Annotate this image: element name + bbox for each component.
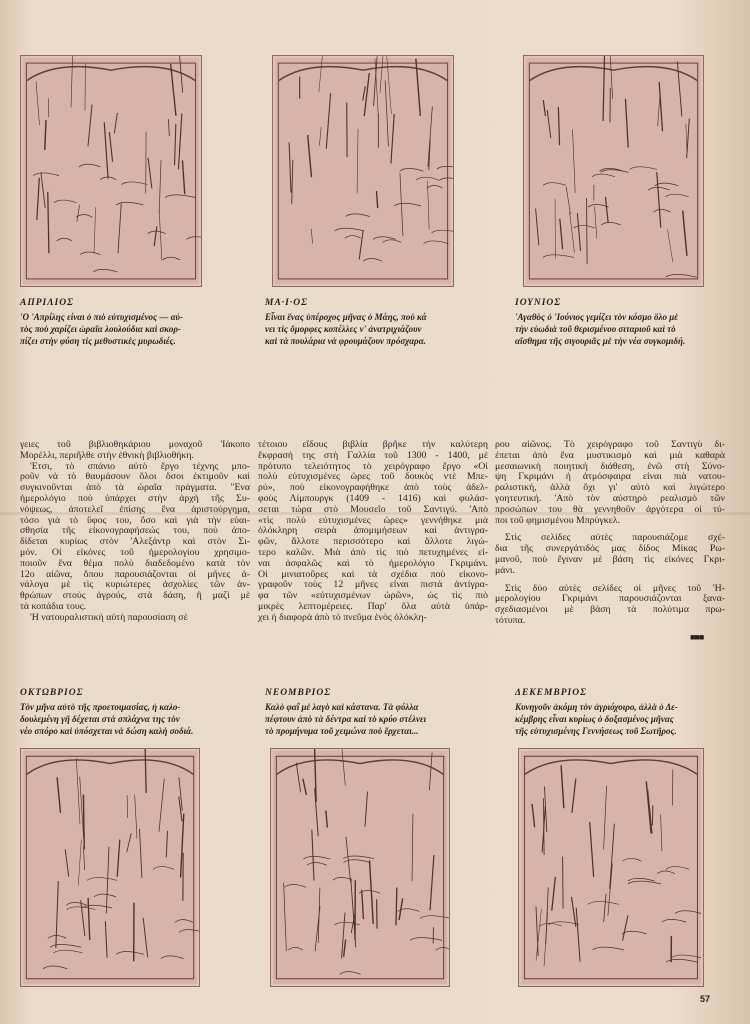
paragraph-gap xyxy=(495,526,725,533)
caption-line: πέφτουν ἀπὸ τὰ δέντρα καὶ τὸ κρύο στέλνει xyxy=(265,714,427,724)
body-text-line: ροῦν νὰ τὸ θαυμάσουν ὅλοι ὅσοι ἐκτιμοῦν καὶ xyxy=(20,472,250,483)
body-text-line: θρώπων στοὺς ἀγρούς, στὰ δάση, ἢ μαζὶ μὲ xyxy=(20,591,250,602)
body-text-line: μικρὲς λεπτομέρειες. Παρ' ὅλα αὐτὰ ὑπάρ- xyxy=(258,601,488,612)
body-text-line: φῶν, ἄλλοτε περισσότερο καὶ ἄλλοτε λιγώ- xyxy=(258,537,488,548)
caption-line: Καλὸ φαΐ μὲ λαγὸ καὶ κάστανα. Τὰ φύλλα xyxy=(265,702,419,712)
caption-october xyxy=(20,688,245,737)
body-text-line: πρότυπο τελειότητος τὸ χειρόγραφο ἔργο «Οἱ xyxy=(258,461,488,472)
illustration-october xyxy=(20,748,200,987)
body-text-line: μερολογίου Γκριμάνι παρουσιάζονται ξανα- xyxy=(495,594,725,605)
illustration-december xyxy=(518,748,704,987)
caption-line: τὸ προμήνυμα τοῦ χειμώνα ποὺ ἔρχεται... xyxy=(265,726,419,736)
body-text-line: ὁλόκληρη σειρὰ ἀπομιμήσεων καὶ ἀντιγρα- xyxy=(258,526,488,537)
caption-line: Τὸν μῆνα αὐτὸ τῆς προετοιμασίας, ἡ καλο- xyxy=(20,702,181,712)
body-text-line: ρύ», ποὺ εἰκονογραφήθηκε ἀπὸ τοὺς ἀδελ- xyxy=(258,483,488,494)
caption-title: ΔΕΚΕΜΒΡΙΟΣ xyxy=(515,688,587,698)
paragraph-gap xyxy=(495,577,725,584)
sketch-drawing xyxy=(524,56,703,286)
caption-line: τὴν εὐωδιὰ τοῦ θερισμένου σιταριοῦ καὶ τὸ xyxy=(515,324,676,334)
caption-november xyxy=(265,688,490,737)
body-text-line: Στὶς σελίδες αὐτὲς παρουσιάζομε σχέ- xyxy=(505,533,725,544)
body-column-3 xyxy=(495,440,725,627)
caption-line: πίζει στὴν φύση τὶς μεθυστικὲς μυρωδιές. xyxy=(20,336,176,346)
body-text-line: μεσαιωνικὴ ποιητικὴ διάθεση, ἐνῶ στὴ Σύνο- xyxy=(495,461,725,472)
body-text-line: τερο καλῶν. Μιὰ ἀπὸ τὶς πιὸ πετυχημένες εἶ- xyxy=(258,547,488,558)
caption-title: ΑΠΡΙΛΙΟΣ xyxy=(20,298,75,308)
caption-line: 'Αγαθὸς ὁ 'Ιούνιος γεμίζει τὸν κόσμο ὅλο μὲ xyxy=(515,312,678,322)
caption-line: κέμβρης εἶναι κυρίως ὁ δοξασμένος μῆνας xyxy=(515,714,674,724)
caption-title: ΜΑ·Ι·ΟΣ xyxy=(265,298,308,308)
body-text-line: μόν. Οἱ εἰκόνες τοῦ ἡμερολογίου χρησιμο- xyxy=(20,547,250,558)
body-text-line: Οἱ μινιατοῦρες καὶ τὰ σχέδια ποὺ εἰκονο- xyxy=(258,569,488,580)
caption-line: 'Ο 'Απρίλης είναι ὁ πιὸ εὐτυχισμένος — αὐ- xyxy=(20,312,183,322)
illustration-june xyxy=(523,55,704,287)
body-text-line: δια τῆς συνεργάτιδός μας δίδος Μίκας Ρω- xyxy=(495,544,725,555)
body-text-line: ναι ἀσφαλῶς καὶ τὸ ἡμερολόγιο Γκριμάνι. xyxy=(258,558,488,569)
body-text-line: δίδεται κυρίως στὸν 'Αλεξάντρ καὶ στὸν Σι- xyxy=(20,537,250,548)
body-text-line: χει ἡ διαφορὰ ἀπὸ τὸ πνεῦμα ἑνὸς ὁλόκλη- xyxy=(258,612,427,623)
caption-line: νέο σπόρο καὶ ὑπόσχεται νὰ δώση καλὴ σοδιά. xyxy=(20,726,194,736)
caption-june xyxy=(515,298,740,347)
body-text-line: φοὺς Λίμπουργκ (1409 - 1416) καὶ φυλάσ- xyxy=(258,493,488,504)
body-text-line: σχεδιασμένοι μὲ βάση τὰ πολύτιμα πρω- xyxy=(495,605,725,616)
body-text-line: Μορέλλι, περιῆλθε στὴν ἐθνικὴ βιβλιοθήκη. xyxy=(20,450,194,461)
body-text-line: ἡμερολόγιο ποὺ ὑπάρχει στὴν ἀρχὴ τῆς Συ- xyxy=(20,493,250,504)
body-text-line: γειες τοῦ βιβλιοθηκάριου μοναχοῦ 'Ιάκοπο xyxy=(20,440,250,450)
caption-title: ΙΟΥΝΙΟΣ xyxy=(515,298,562,308)
caption-may xyxy=(265,298,490,347)
sketch-drawing xyxy=(21,749,199,986)
sketch-drawing xyxy=(519,749,703,986)
sketch-drawing xyxy=(21,56,201,286)
caption-line: καὶ τὰ πουλάρια νὰ φρουμάζουν πρόσχαρα. xyxy=(265,336,426,346)
caption-line: Κυνηγοῦν ἀκόμη τὸν ἀγριόχοιρο, ἀλλὰ ὁ Δε- xyxy=(515,702,678,712)
body-text-line: 'Η νατουραλιστικὴ αὐτὴ παρουσίαση σὲ xyxy=(30,612,188,623)
caption-line: νει τὶς ὄμορφες κοπέλλες ν' ἀνατριχιάζουν xyxy=(265,324,422,334)
body-text-line: ψη Γκριμάνι ἡ ἀτμόσφαιρα εἶναι πιὰ νατου- xyxy=(495,472,725,483)
body-text-line: πολὺ εὐτυχισμένες ὧρες τοῦ δουκὸς ντὲ Μπε- xyxy=(258,472,488,483)
body-text-line: νόψεως, ἀποτελεῖ ἐπίσης ἕνα ἀριστούργημα, xyxy=(20,504,250,515)
body-text-line: σθησία τῆς εἰκονογραφήσεώς του, ποὺ ἀπο- xyxy=(20,526,250,537)
body-text-line: γραφοῦν τοὺς 12 μῆνες εἶναι πιστὰ ἀντίγρα- xyxy=(258,580,488,591)
body-text-line: ποιοῦν ἕνα θέμα πολὺ διαδεδομένο κατὰ τὸν xyxy=(20,558,250,569)
body-text-line: μανοῦ, ποὺ ἔγιναν μὲ βάση τὶς εἰκόνες Γκρι- xyxy=(495,554,725,565)
end-mark: ■■■ xyxy=(690,632,704,642)
body-text-line: ἔκφρασή της στὴ Γαλλία τοῦ 1300 - 1400, μὲ xyxy=(258,450,488,461)
caption-december xyxy=(515,688,740,737)
body-text-line: ρου αἰῶνος. Τὸ χειρόγραφο τοῦ Σαντιγὺ δι- xyxy=(495,440,725,450)
body-column-1 xyxy=(20,440,250,624)
body-text-line: συγκινοῦνται ἀπὸ τὰ ὡραῖα πράγματα. "Ενα xyxy=(20,483,250,494)
sketch-drawing xyxy=(273,56,453,286)
body-text-line: φα τῶν «εὐτυχισμένων ὡρῶν», ὡς τὶς πιὸ xyxy=(258,591,488,602)
illustration-may xyxy=(272,55,454,287)
body-text-line: τόσο γιὰ τὸ ὕφος του, ὅσο καὶ γιὰ τὴν εὐαι- xyxy=(20,515,250,526)
body-text-line: προσώπων του θὰ γεννηθοῦν ἀργότερα οἱ τύ- xyxy=(495,504,725,515)
body-text-line: «τὶς πολὺ εὐτυχισμένες ὧρες» γεννήθηκε μιὰ xyxy=(258,515,488,526)
caption-april xyxy=(20,298,245,347)
body-text-line: έπεται ἀπὸ ἕνα μυστικισμὸ καὶ μιὰ καθαρὰ xyxy=(495,450,725,461)
caption-title: ΝΕΟΜΒΡΙΟΣ xyxy=(265,688,332,698)
caption-line: τῆς εὐτυχισμένης Γεννήσεως τοῦ Σωτῆρος. xyxy=(515,726,677,736)
body-text-line: τὰ κοπάδια τους. xyxy=(20,601,87,612)
caption-line: Εἶναι ἕνας ὑπέροχος μῆνας ὁ Μάης, ποὺ κά xyxy=(265,312,427,322)
body-text-line: μάνι. xyxy=(495,565,515,576)
caption-line: τὸς ποὺ χαρίζει ὡραῖα λουλούδια καὶ σκορ- xyxy=(20,324,182,334)
sketch-drawing xyxy=(271,749,449,986)
body-text-line: τότυπα. xyxy=(495,615,526,626)
illustration-april xyxy=(20,55,202,287)
body-text-line: σεται τώρα στὸ Μουσεῖο τοῦ Σαντιγύ. 'Απὸ xyxy=(258,504,488,515)
caption-title: ΟΚΤΩΒΡΙΟΣ xyxy=(20,688,84,698)
body-text-line: 'Ετσι, τὸ σπάνιο αὐτὸ ἔργο τέχνης μπο- xyxy=(30,461,250,472)
body-text-line: νάλογα μὲ τὶς κυριώτερες ἀσχολίες τῶν ἀν- xyxy=(20,580,250,591)
body-text-line: ποι τοῦ φημισμένου Μπρύγκελ. xyxy=(495,515,620,526)
caption-line: αἴσθημα τῆς σιγουριᾶς μὲ τὴν νέα συγκομιδή. xyxy=(515,336,686,346)
caption-line: δουλεμένη γῆ δέχεται στὰ σπλάχνα της τὸν xyxy=(20,714,180,724)
body-text-line: Στὶς δύο αὐτὲς σελίδες οἱ μῆνες τοῦ 'Η- xyxy=(505,583,725,594)
body-column-2 xyxy=(258,440,488,624)
body-text-line: 12ο αἰῶνα, ὅπου παρουσιάζονται οἱ μῆνες ἀ- xyxy=(20,569,250,580)
body-text-line: ραλιστική, ἀλλὰ ὄχι γι' αὐτὸ καὶ λιγώτερο xyxy=(495,483,725,494)
body-text-line: γοητευτική. 'Απὸ τὸν αὐστηρὸ ρεαλισμὸ τῶν xyxy=(495,493,725,504)
body-text-line: τέτοιου εἴδους βιβλία βρῆκε τὴν καλύτερη xyxy=(258,440,488,450)
illustration-november xyxy=(270,748,450,987)
page-number: 57 xyxy=(700,994,711,1004)
